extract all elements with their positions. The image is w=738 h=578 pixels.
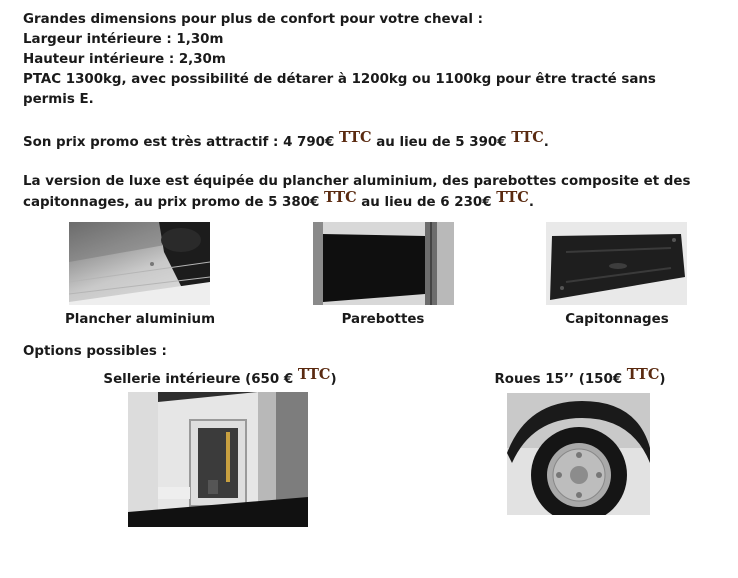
promo-text: Son prix promo est très attractif : 4 790€: [23, 135, 339, 150]
caption-parebottes: Parebottes: [341, 312, 425, 327]
intro-line: PTAC 1300kg, avec possibilité de détarer à 1200kg ou 1100kg pour être tracté sans: [23, 72, 656, 87]
luxe-text: .: [528, 195, 534, 210]
luxe-text: au lieu de 6 230€: [356, 195, 497, 210]
intro-line: permis E.: [23, 92, 94, 107]
options-heading: Options possibles :: [23, 344, 167, 359]
promo-text: .: [543, 135, 549, 150]
ttc-mark: TTC: [324, 189, 357, 206]
caption-capitonnages: Capitonnages: [565, 312, 669, 327]
option-sellerie-caption: [80, 366, 360, 387]
plancher-aluminium-photo: [69, 222, 210, 305]
ttc-mark: TTC: [511, 129, 544, 146]
parebottes-photo: [313, 222, 454, 305]
ttc-mark: TTC: [496, 189, 529, 206]
luxe-line: La version de luxe est équipée du plancher aluminium, des parebottes composite et des: [23, 174, 691, 189]
intro-line: Hauteur intérieure : 2,30m: [23, 52, 226, 67]
intro-line: Largeur intérieure : 1,30m: [23, 32, 224, 47]
luxe-text: capitonnages, au prix promo de 5 380€: [23, 195, 324, 210]
ttc-mark: TTC: [297, 366, 331, 383]
ttc-mark: TTC: [626, 366, 660, 383]
capitonnages-photo: [546, 222, 687, 305]
option-text: Roues 15’’ (150€: [494, 372, 627, 387]
promo-price-line: [23, 129, 549, 153]
option-text: ): [659, 372, 666, 387]
ttc-mark: TTC: [338, 129, 372, 146]
promo-text: au lieu de 5 390€: [371, 135, 512, 150]
intro-line: Grandes dimensions pour plus de confort pour votre cheval :: [23, 12, 483, 27]
sellerie-photo: [128, 392, 308, 527]
option-text: Sellerie intérieure (650 €: [103, 372, 298, 387]
caption-plancher: Plancher aluminium: [64, 312, 216, 327]
roues-photo: [507, 393, 650, 525]
option-text: ): [330, 372, 337, 387]
luxe-paragraph: [23, 172, 690, 213]
intro-paragraph: [23, 10, 656, 110]
option-roues-caption: [460, 366, 700, 387]
luxe-line: [23, 189, 690, 213]
